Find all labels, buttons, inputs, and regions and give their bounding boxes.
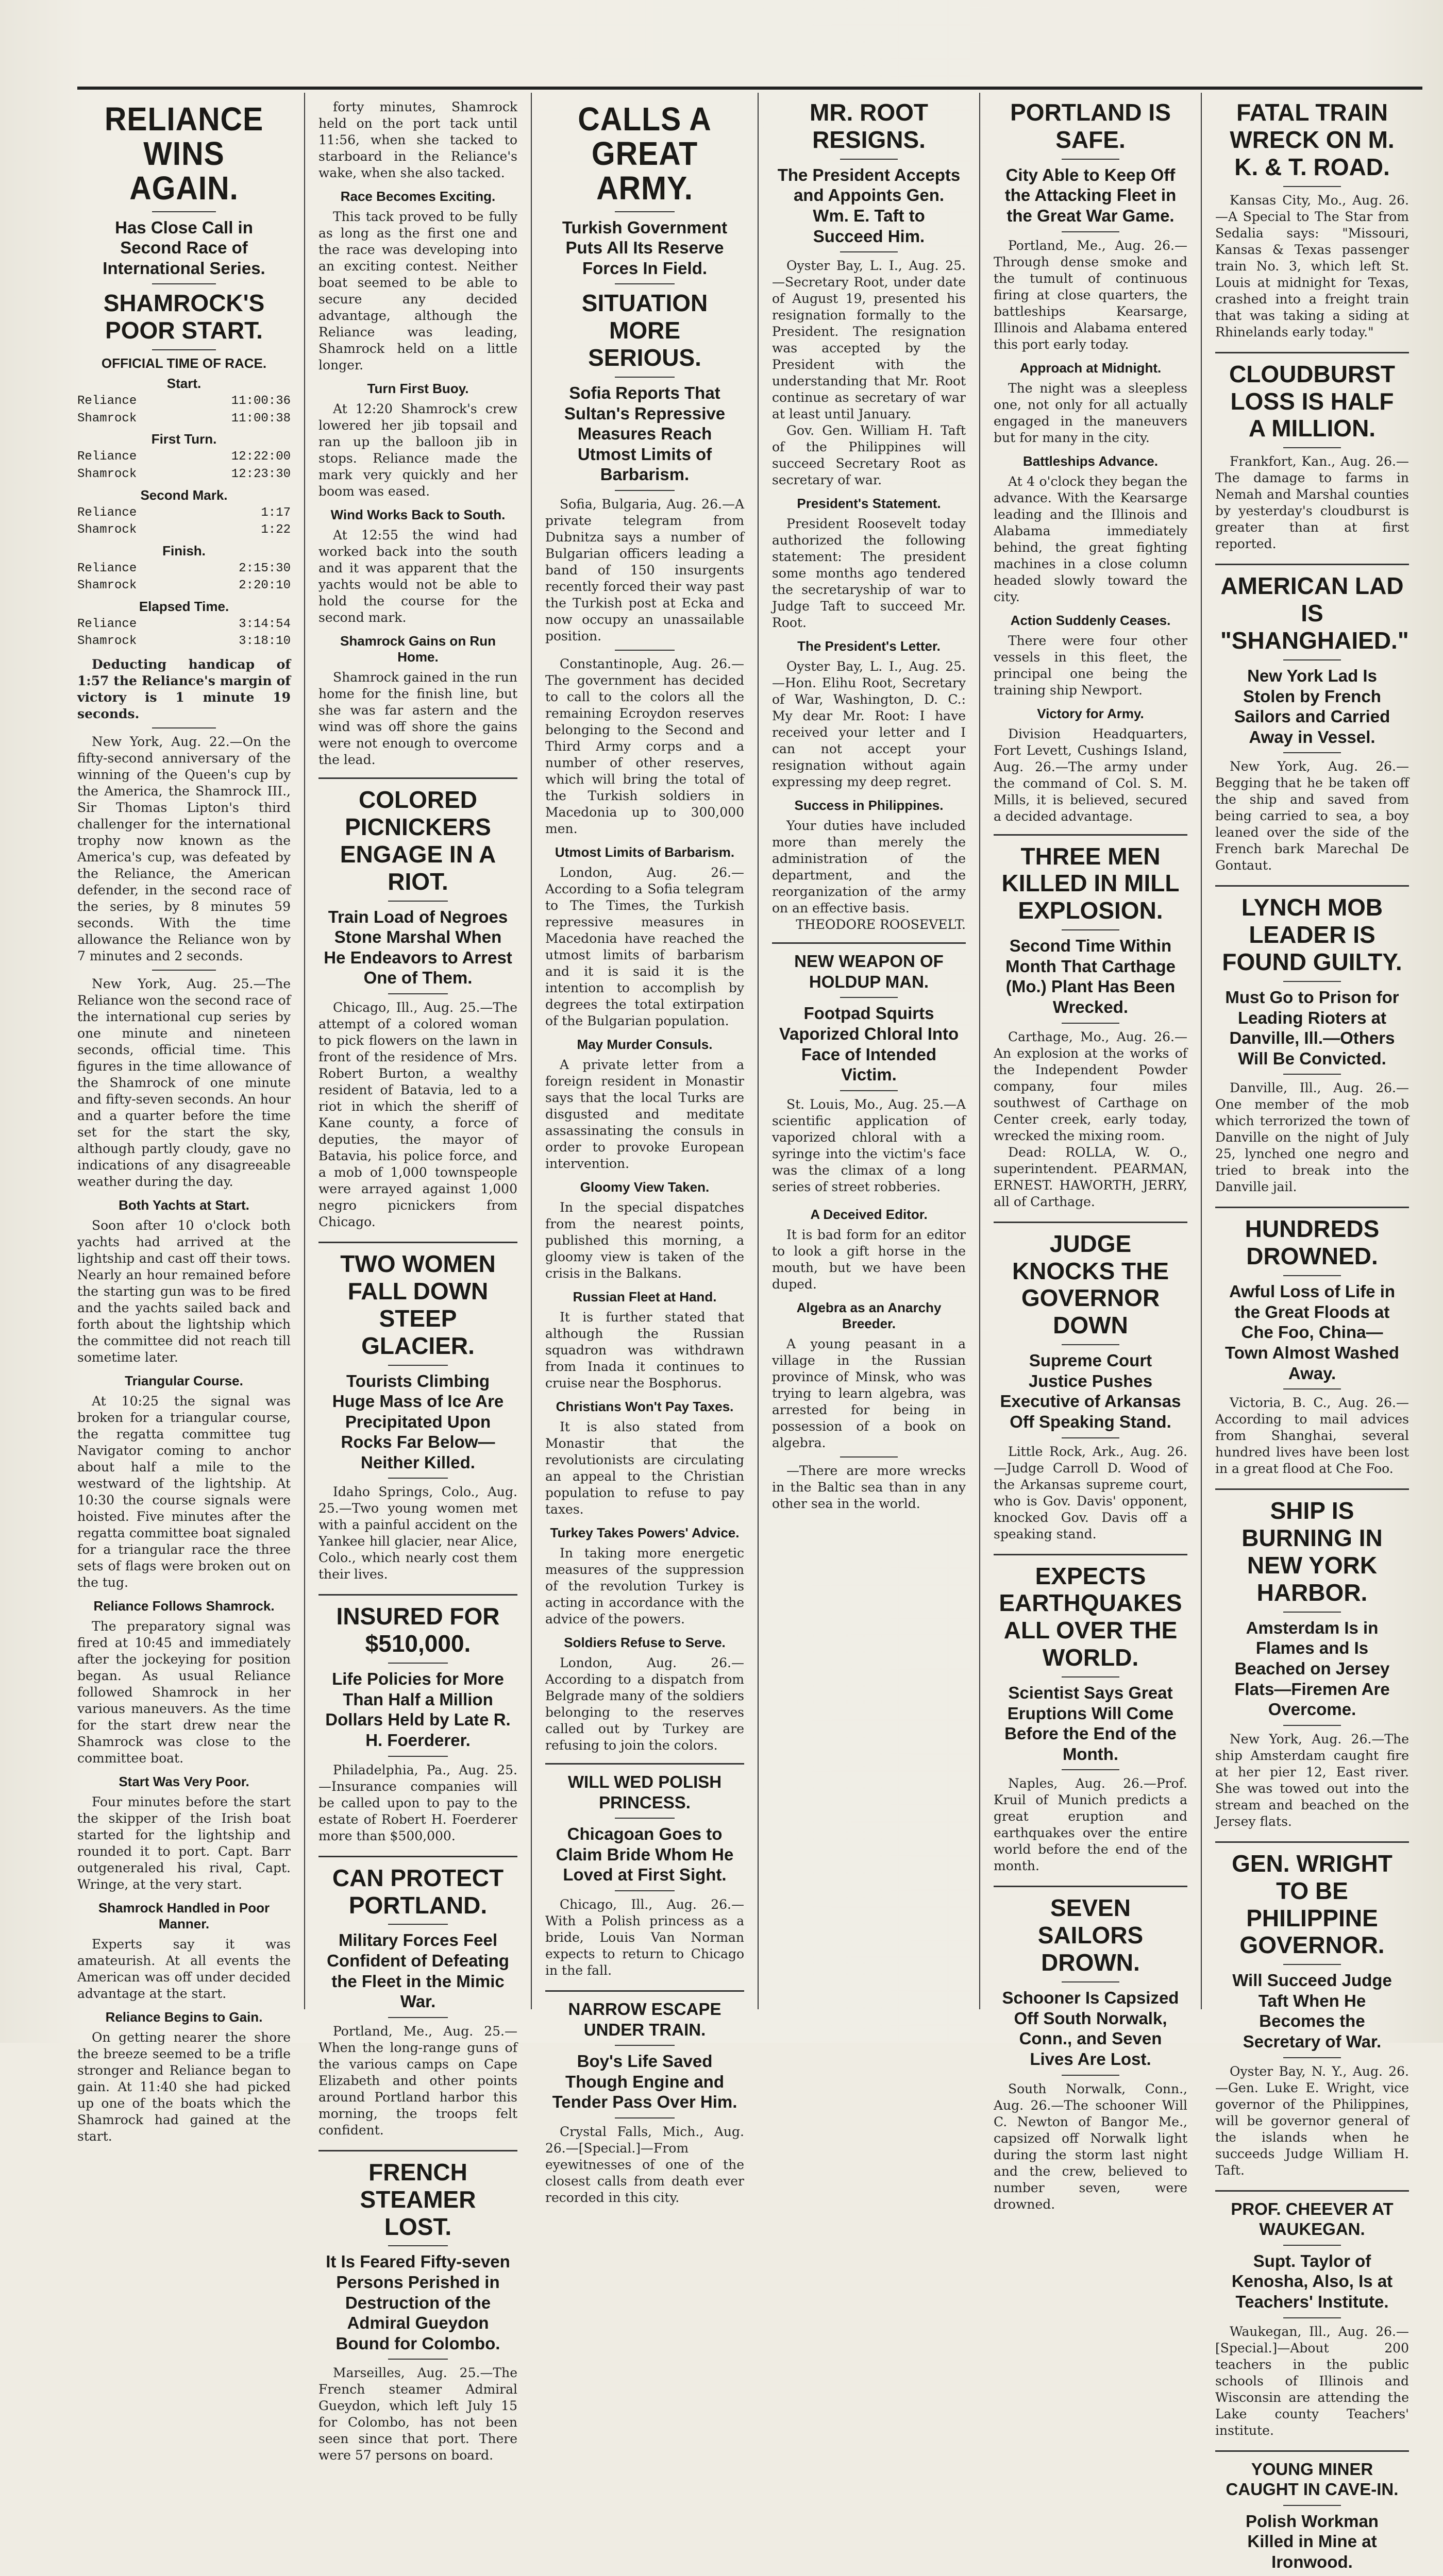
divider xyxy=(545,1990,744,1992)
headline: FRENCH STEAMER LOST. xyxy=(360,2158,476,2240)
divider xyxy=(1062,1023,1120,1024)
divider xyxy=(388,2359,448,2360)
divider xyxy=(1283,1074,1341,1075)
deck: Boy's Life Saved Though Engine and Tender Pass Over Him. xyxy=(552,2052,737,2112)
paragraph: President Roosevelt today authorized the following statement: The president some months ago tendered the secretaryship of war to Judge Taft to succeed Mr. Root. xyxy=(772,516,966,631)
deck: Has Close Call in Second Race of International Series. xyxy=(103,217,265,278)
column-6 xyxy=(1201,93,1422,2571)
deck: Amsterdam Is in Flames and Is Beached on Jersey Flats—Firemen Are Overcome. xyxy=(1234,1618,1390,1719)
divider xyxy=(388,1365,448,1366)
divider xyxy=(1062,231,1120,232)
paragraph: Idaho Springs, Colo., Aug. 25.—Two young women met with a painful accident on the Yankee hill glacier, near Alice, Colo., which nearly cost them their lives. xyxy=(318,1484,517,1582)
divider xyxy=(1215,352,1409,353)
table-row: Reliance 1:17 xyxy=(77,505,291,520)
story-reliance xyxy=(77,102,291,2145)
table-section-label: Second Mark. xyxy=(140,487,228,503)
divider xyxy=(615,283,675,284)
paragraph: New York, Aug. 25.—The Reliance won the second race of the international cup series by one minute and nineteen seconds, official time. This figures in the time allowance of the Shamrock of one minute and fifty-seven seconds. An hour and a quarter before the time set for the start the sky, although partly cloudy, gave no indications of any disagreeable weather during the day. xyxy=(77,976,291,1190)
divider xyxy=(388,2245,448,2246)
divider xyxy=(615,211,675,212)
paragraph: Your duties have included more than merely the administration of the department, and the reorganization of the army on an effective basis. xyxy=(772,818,966,916)
column-2 xyxy=(304,93,531,2463)
paragraph: Carthage, Mo., Aug. 26.—An explosion at the works of the Independent Powder company, four miles southwest of Carthage on Center creek, early today, wrecked the mixing room. xyxy=(994,1029,1187,1143)
divider xyxy=(1283,1275,1341,1276)
paragraph: Oyster Bay, L. I., Aug. 25.—Secretary Root, under date of August 19, presented his resignation formally to the President. The resignation was accepted by the President with the understanding that Mr. Root continue as secretary of war at least until January. xyxy=(772,258,966,422)
headline: INSURED FOR $510,000. xyxy=(336,1603,500,1657)
paragraph: At 10:25 the signal was broken for a triangular course, the regatta committee tug Navigator coming to anchor about half a mile to the westward of the lightship. At 10:30 the course signals were hoisted. Five minutes after the regatta committee boat signaled for a triangular race the three sets of flags were broken out on the tug. xyxy=(77,1394,291,1590)
deck: It Is Feared Fifty-seven Persons Perished in Destruction of the Admiral Gueydon Bound for Colombo. xyxy=(326,2252,510,2353)
divider xyxy=(1283,2505,1341,2506)
headline: FATAL TRAIN WRECK ON M. K. & T. ROAD. xyxy=(1230,99,1395,180)
table-row: Shamrock 1:22 xyxy=(77,523,291,537)
divider xyxy=(615,2045,675,2046)
subhead: Turkey Takes Powers' Advice. xyxy=(550,1524,740,1540)
race-time-table xyxy=(77,355,291,650)
subhead: Algebra as an Anarchy Breeder. xyxy=(796,1299,942,1331)
paragraph: London, Aug. 26.—According to a dispatch from Belgrade many of the soldiers belonging to the reserves called out by Turkey are refusing to join the colors. xyxy=(545,1655,744,1753)
subhead: President's Statement. xyxy=(797,496,941,512)
table-section-label: First Turn. xyxy=(151,431,217,447)
subhead: May Murder Consuls. xyxy=(577,1036,713,1052)
divider xyxy=(318,1594,517,1596)
story-cloudburst xyxy=(1215,361,1409,553)
divider xyxy=(615,2117,675,2119)
story-mill-explosion xyxy=(994,843,1187,1210)
paragraph: In the special dispatches from the nearest points, published this morning, a gloomy view is taken of the crisis in the Balkans. xyxy=(545,1199,744,1281)
story-young-miner xyxy=(1215,2459,1409,2576)
story-french-steamer xyxy=(318,2159,517,2464)
headline: WILL WED POLISH PRINCESS. xyxy=(567,1772,722,1812)
headline: THREE MEN KILLED IN MILL EXPLOSION. xyxy=(1001,842,1180,924)
subhead: Shamrock Handled in Poor Manner. xyxy=(98,1900,270,1932)
table-row: Reliance 2:15:30 xyxy=(77,561,291,575)
divider xyxy=(1215,1841,1409,1843)
divider xyxy=(994,1222,1187,1223)
paragraph: The night was a sleepless one, not only for all actually engaged in the maneuvers but for many in the city. xyxy=(994,380,1187,445)
story-narrow-escape xyxy=(545,1999,744,2206)
divider xyxy=(840,251,898,252)
deck: City Able to Keep Off the Attacking Fleet in the Great War Game. xyxy=(1004,165,1177,225)
story-seven-sailors xyxy=(994,1894,1187,2212)
deck: The President Accepts and Appoints Gen. Wm. E. Taft to Succeed Him. xyxy=(777,165,961,246)
divider xyxy=(388,993,448,994)
subhead: Reliance Follows Shamrock. xyxy=(93,1598,275,1614)
paragraph: Gov. Gen. William H. Taft of the Philippines will succeed Secretary Root as secretary of war. xyxy=(772,423,966,488)
divider xyxy=(994,834,1187,836)
divider xyxy=(772,942,966,944)
deck: New York Lad Is Stolen by French Sailors and Carried Away in Vessel. xyxy=(1234,666,1390,747)
divider xyxy=(152,283,216,284)
paragraph: It is further stated that although the Russian squadron was withdrawn from Inada it continues to cruise near the Bosphorus. xyxy=(545,1309,744,1391)
subhead: Gloomy View Taken. xyxy=(580,1179,710,1195)
paragraph: Marseilles, Aug. 25.—The French steamer Admiral Gueydon, which left July 15 for Colombo, has not been seen since that port. There were 57 persons on board. xyxy=(318,2365,517,2463)
headline: CALLS A GREAT ARMY. xyxy=(578,100,712,207)
deck: Chicagoan Goes to Claim Bride Whom He Loved at First Sight. xyxy=(556,1824,734,1885)
story-shanghaied xyxy=(1215,572,1409,874)
paragraph: New York, Aug. 26.—Begging that he be taken off the ship and saved from being carried to sea, a boy leaned over the side of the French bark Marechal De Gontaut. xyxy=(1215,759,1409,873)
paragraph: Naples, Aug. 26.—Prof. Kruil of Munich predicts a great eruption and earthquakes over the entire world before the end of the month. xyxy=(994,1776,1187,1874)
deck: Schooner Is Capsized Off South Norwalk, Conn., and Seven Lives Are Lost. xyxy=(1002,1988,1179,2069)
story-prof-cheever xyxy=(1215,2199,1409,2439)
divider xyxy=(1215,2450,1409,2452)
paragraph: Experts say it was amateurish. At all events the American was off under decided advantage at the start. xyxy=(77,1937,291,2002)
table-row: Shamrock 2:20:10 xyxy=(77,579,291,593)
subhead: Start Was Very Poor. xyxy=(119,1774,249,1790)
divider xyxy=(840,159,898,160)
headline: CLOUDBURST LOSS IS HALF A MILLION. xyxy=(1229,360,1395,442)
divider xyxy=(840,1090,898,1091)
divider xyxy=(545,1763,744,1765)
divider xyxy=(615,650,675,651)
subhead: Triangular Course. xyxy=(125,1373,243,1389)
subhead: Utmost Limits of Barbarism. xyxy=(555,844,735,860)
paragraph: At 12:55 the wind had worked back into the south and it was apparent that the yachts would not be able to hold the course for the second mark. xyxy=(318,528,517,625)
subhead: A Deceived Editor. xyxy=(810,1206,928,1222)
divider xyxy=(1062,2075,1120,2076)
table-row: Reliance 12:22:00 xyxy=(77,450,291,464)
divider xyxy=(388,1756,448,1757)
deck: Scientist Says Great Eruptions Will Come Before the End of the Month. xyxy=(1004,1683,1177,1764)
headline: NEW WEAPON OF HOLDUP MAN. xyxy=(794,952,944,991)
divider xyxy=(1062,1981,1120,1982)
story-gen-wright xyxy=(1215,1850,1409,2179)
divider xyxy=(1283,1725,1341,1726)
paragraph: Danville, Ill., Aug. 26.—One member of the mob which terrorized the town of Danville on the night of July 25, lynched one negro and tried to break into the Danville jail. xyxy=(1215,1080,1409,1195)
divider xyxy=(1283,2057,1341,2058)
divider xyxy=(318,1242,517,1243)
divider xyxy=(1283,659,1341,660)
story-glacier xyxy=(318,1250,517,1583)
story-picnic-riot xyxy=(318,786,517,1230)
divider xyxy=(615,1890,675,1891)
handicap-note: Deducting handicap of 1:57 the Reliance's margin of victory is 1 minute 19 seconds. xyxy=(77,657,291,722)
divider xyxy=(152,727,216,728)
divider xyxy=(1283,752,1341,753)
paragraph: Shamrock gained in the run home for the finish line, but she was far astern and the wind was off shore the gains were not enough to overcome the lead. xyxy=(318,670,517,767)
divider xyxy=(1062,1769,1120,1770)
table-row: Shamrock 11:00:38 xyxy=(77,411,291,426)
story-hundreds-drowned xyxy=(1215,1215,1409,1477)
paragraph: Philadelphia, Pa., Aug. 25.—Insurance companies will be called upon to pay to the estate of Robert H. Foerderer more than $500,000. xyxy=(318,1762,517,1843)
subhead: Action Suddenly Ceases. xyxy=(1010,612,1171,628)
headline: SHIP IS BURNING IN NEW YORK HARBOR. xyxy=(1241,1497,1383,1606)
headline: COLORED PICNICKERS ENGAGE IN A RIOT. xyxy=(340,786,496,895)
divider xyxy=(152,211,216,212)
divider xyxy=(840,997,898,998)
deck: Life Policies for More Than Half a Million Dollars Held by Late R. H. Foerderer. xyxy=(325,1669,511,1750)
column-1 xyxy=(77,93,304,2144)
divider xyxy=(615,377,675,378)
deck: Must Go to Prison for Leading Rioters at Danville, Ill.—Others Will Be Convicted. xyxy=(1225,988,1399,1068)
divider xyxy=(615,490,675,491)
deck: Polish Workman Killed in Mine at Ironwood. xyxy=(1246,2511,1379,2571)
divider xyxy=(615,1818,675,1819)
headline: EXPECTS EARTHQUAKES ALL OVER THE WORLD. xyxy=(999,1562,1182,1671)
table-section-label: Start. xyxy=(166,376,202,392)
divider xyxy=(994,1886,1187,1887)
subhead: Both Yachts at Start. xyxy=(119,1197,249,1213)
divider xyxy=(1283,1388,1341,1389)
headline: PROF. CHEEVER AT WAUKEGAN. xyxy=(1231,2199,1394,2239)
divider xyxy=(318,1856,517,1857)
paragraph: Little Rock, Ark., Aug. 26.—Judge Carroll D. Wood of the Arkansas supreme court, who is Gov. Davis' opponent, knocked Gov. Davis off a speaking stand. xyxy=(994,1444,1187,1541)
paragraph: Frankfort, Kan., Aug. 26.—The damage to farms in Nemah and Marshal counties by yesterday's cloudburst is greater than at first reported. xyxy=(1215,454,1409,552)
subhead: Victory for Army. xyxy=(1037,705,1144,721)
deck: SITUATION MORE SERIOUS. xyxy=(581,290,708,371)
paragraph: Soon after 10 o'clock both yachts had arrived at the lightship and cast off their tows. Nearly an hour remained before the starting gun was to be fired and the yachts sailed back and forth about the lightship which the committee did not reach till sometime later. xyxy=(77,1218,291,1365)
divider xyxy=(1283,186,1341,187)
headline: HUNDREDS DROWNED. xyxy=(1245,1215,1380,1270)
paragraph: Crystal Falls, Mich., Aug. 26.—[Special.]—From eyewitnesses of one of the closest calls from death ever recorded in this city. xyxy=(545,2124,744,2205)
table-row: Shamrock 12:23:30 xyxy=(77,467,291,481)
subhead: Wind Works Back to South. xyxy=(330,507,506,522)
divider xyxy=(1062,1344,1120,1345)
divider xyxy=(388,901,448,902)
subhead: Shamrock Gains on Run Home. xyxy=(340,633,496,665)
divider xyxy=(1062,1676,1120,1677)
deck: Will Succeed Judge Taft When He Becomes the Secretary of War. xyxy=(1232,1971,1392,2052)
paragraph: Portland, Me., Aug. 25.—When the long-range guns of the various camps on Cape Elizabeth and other points around Portland harbor this morning, the troops felt confident. xyxy=(318,2023,517,2138)
paragraph: At 4 o'clock they began the advance. With the Kearsarge leading and the Illinois and Alabama immediately behind, the great fighting machines in a close column headed slowly toward the city. xyxy=(994,473,1187,604)
subhead: Approach at Midnight. xyxy=(1019,360,1162,376)
paragraph: Kansas City, Mo., Aug. 26.—A Special to The Star from Sedalia says: "Missouri, Kansas & Texas passenger train No. 3, which left St. Louis at midnight for Texas, crashed into a freight train that was taking a siding at Rhinelands early today." xyxy=(1215,192,1409,340)
deck: Train Load of Negroes Stone Marshal When He Endeavors to Arrest One of Them. xyxy=(324,907,512,988)
subhead: Race Becomes Exciting. xyxy=(340,189,496,204)
paragraph: Chicago, Ill., Aug. 26.—With a Polish princess as a bride, Louis Van Norman expects to return to Chicago in the fall. xyxy=(545,1896,744,1978)
divider xyxy=(1283,1964,1341,1965)
paragraph: Oyster Bay, L. I., Aug. 25.—Hon. Elihu Root, Secretary of War, Washington, D. C.: My dear Mr. Root: I have received your letter and I can not accept your resignation without again expressing my deep regret. xyxy=(772,659,966,790)
paragraph: A young peasant in a village in the Russian province of Minsk, who was trying to learn algebra, was arrested for being in possession of a book on algebra. xyxy=(772,1336,966,1450)
newspaper-page xyxy=(77,93,1422,2571)
divider xyxy=(1283,1612,1341,1613)
divider xyxy=(388,1924,448,1925)
headline: SEVEN SAILORS DROWN. xyxy=(1037,1894,1144,1976)
deck: Awful Loss of Life in the Great Floods at Che Foo, China—Town Almost Washed Away. xyxy=(1225,1282,1399,1383)
paragraph: London, Aug. 26.—According to a Sofia telegram to The Times, the Turkish repressive measures in Macedonia have reached the utmost limits of barbarism and it is said it is the intention to accomplish by degrees the total extirpation of the Bulgarian population. xyxy=(545,865,744,1028)
divider xyxy=(1283,447,1341,448)
divider xyxy=(840,1456,898,1458)
divider xyxy=(152,349,216,350)
divider xyxy=(1215,2190,1409,2192)
table-row: Reliance 3:14:54 xyxy=(77,617,291,631)
divider xyxy=(388,2017,448,2018)
headline: JUDGE KNOCKS THE GOVERNOR DOWN xyxy=(1012,1230,1169,1339)
paragraph: The preparatory signal was fired at 10:45 and immediately after the jockeying for position began. As usual Reliance followed Shamrock in her various maneuvers. As the time for the start drew near the Shamrock was close to the committee boat. xyxy=(77,1619,291,1766)
headline: CAN PROTECT PORTLAND. xyxy=(332,1864,504,1919)
subhead: Russian Fleet at Hand. xyxy=(573,1289,717,1304)
deck: Footpad Squirts Vaporized Chloral Into Face of Intended Victim. xyxy=(779,1004,959,1084)
divider xyxy=(318,777,517,779)
subhead: Turn First Buoy. xyxy=(367,381,469,396)
divider xyxy=(152,970,216,971)
divider xyxy=(388,1478,448,1479)
subhead: Soldiers Refuse to Serve. xyxy=(564,1634,726,1650)
deck: Tourists Climbing Huge Mass of Ice Are Precipitated Upon Rocks Far Below—Neither Killed. xyxy=(332,1371,504,1472)
paragraph: Victoria, B. C., Aug. 26.—According to mail advices from Shanghai, several hundred lives have been lost in a great flood at Che Foo. xyxy=(1215,1395,1409,1477)
signature: THEODORE ROOSEVELT. xyxy=(796,917,966,933)
table-section-label: Finish. xyxy=(162,543,206,558)
divider xyxy=(1062,1437,1120,1438)
headline: RELIANCE WINS AGAIN. xyxy=(104,100,264,207)
subhead: The President's Letter. xyxy=(797,638,941,654)
top-rule xyxy=(77,87,1422,90)
headline: AMERICAN LAD IS "SHANGHAIED." xyxy=(1220,572,1409,654)
deck: Supt. Taylor of Kenosha, Also, Is at Teachers' Institute. xyxy=(1231,2251,1393,2312)
headline: NARROW ESCAPE UNDER TRAIN. xyxy=(568,1999,722,2039)
subhead: Battleships Advance. xyxy=(1022,453,1158,469)
story-lynch-mob xyxy=(1215,894,1409,1195)
story-holdup xyxy=(772,951,966,1195)
table-row: Shamrock 3:18:10 xyxy=(77,634,291,649)
divider xyxy=(1215,1207,1409,1208)
headline: PORTLAND IS SAFE. xyxy=(1010,99,1171,153)
headline: LYNCH MOB LEADER IS FOUND GUILTY. xyxy=(1222,894,1402,976)
divider xyxy=(1062,929,1120,930)
paragraph: Constantinople, Aug. 26.—The government has decided to call to the colors all the remaining Ecroydon reserves belonging to the Second and Third Army corps and a number of other reserves, which will bring the total of the Turkish soldiers in Macedonia up to 300,000 men. xyxy=(545,656,744,836)
paragraph: New York, Aug. 26.—The ship Amsterdam caught fire at her pier 12, East river. She was towed out into the stream and beached on the Jersey flats. xyxy=(1215,1731,1409,1829)
divider xyxy=(1215,564,1409,565)
headline: GEN. WRIGHT TO BE PHILIPPINE GOVERNOR. xyxy=(1232,1850,1392,1959)
column-5 xyxy=(979,93,1201,2212)
paragraph: In taking more energetic measures of the suppression of the revolution Turkey is acting in accordance with the advice of the powers. xyxy=(545,1545,744,1626)
paragraph: It is also stated from Monastir that the revolutionists are circulating an appeal to the Christian population to refuse to pay taxes. xyxy=(545,1419,744,1517)
story-ship-burning xyxy=(1215,1497,1409,1830)
paragraph: A private letter from a foreign resident in Monastir says that the local Turks are disgusted and meditate assassinating the consuls in order to provoke European intervention. xyxy=(545,1057,744,1171)
table-title: OFFICIAL TIME OF RACE. xyxy=(101,355,267,371)
paragraph: Oyster Bay, N. Y., Aug. 26.—Gen. Luke E. Wright, vice governor of the Philippines, will be governor general of the islands when he succeeds Judge William H. Taft. xyxy=(1215,2063,1409,2178)
story-protect-portland xyxy=(318,1865,517,2139)
divider xyxy=(1215,885,1409,887)
paragraph: Waukegan, Ill., Aug. 26.—[Special.]—About 200 teachers in the public schools of Illinois and Wisconsin are attending the Lake county Teachers' institute. xyxy=(1215,2324,1409,2438)
paragraph: —There are more wrecks in the Baltic sea than in any other sea in the world. xyxy=(772,1463,966,1511)
divider xyxy=(1283,2317,1341,2318)
story-train-wreck xyxy=(1215,99,1409,341)
story-polish-princess xyxy=(545,1772,744,1979)
paragraph: Dead: ROLLA, W. O., superintendent. PEARMAN, ERNEST. HAWORTH, JERRY, all of Carthage. xyxy=(994,1144,1187,1209)
subhead: Christians Won't Pay Taxes. xyxy=(556,1398,734,1414)
paragraph: Chicago, Ill., Aug. 25.—The attempt of a colored woman to pick flowers on the lawn in front of the residence of Mrs. Robert Burton, a wealthy resident of Batavia, led to a riot in which the sheriff of Kane county, a force of deputies, the mayor of Batavia, his police force, and a mob of 1,000 townspeople were arrayed against 1,000 negro picnickers from Chicago. xyxy=(318,999,517,1229)
divider xyxy=(1283,2245,1341,2246)
story-judge xyxy=(994,1230,1187,1543)
deck: SHAMROCK'S POOR START. xyxy=(103,290,265,344)
paragraph: Sofia, Bulgaria, Aug. 26.—A private telegram from Dubnitza says a number of Bulgarian officers leading a band of 150 insurgents recently forced their way past the Turkish post at Ecka and now occupy an unassailable position. xyxy=(545,496,744,643)
divider xyxy=(994,1554,1187,1555)
divider xyxy=(1062,159,1120,160)
paragraph: Division Headquarters, Fort Levett, Cushings Island, Aug. 26.—The army under the command of Col. S. M. Mills, it is believed, secured a decided advantage. xyxy=(994,726,1187,824)
paragraph: forty minutes, Shamrock held on the port tack until 11:56, when she tacked to starboard in the Reliance's wake, when she also tacked. xyxy=(318,99,517,180)
table-row: Reliance 11:00:36 xyxy=(77,394,291,409)
divider xyxy=(388,1663,448,1664)
paragraph: This tack proved to be fully as long as the first one and the race was developing into an exciting contest. Neither boat seemed to be able to secure any decided advantage, although the Reliance was leading, Shamrock held on a little longer. xyxy=(318,209,517,372)
deck: Second Time Within Month That Carthage (Mo.) Plant Has Been Wrecked. xyxy=(1005,936,1176,1017)
divider xyxy=(1215,1488,1409,1490)
paragraph: At 12:20 Shamrock's crew lowered her jib topsail and ran up the balloon jib in stops. Reliance made the mark very quickly and her boom was eased. xyxy=(318,401,517,499)
headline: TWO WOMEN FALL DOWN STEEP GLACIER. xyxy=(340,1250,496,1359)
divider xyxy=(1283,981,1341,982)
column-4 xyxy=(758,93,979,2009)
table-section-label: Elapsed Time. xyxy=(139,598,229,614)
divider xyxy=(318,2150,517,2151)
deck: Supreme Court Justice Pushes Executive of Arkansas Off Speaking Stand. xyxy=(1000,1351,1181,1431)
paragraph: New York, Aug. 22.—On the fifty-second anniversary of the winning of the Queen's cup by the America, the Shamrock III., Sir Thomas Lipton's third challenger for the international trophy now known as the America's cup, was defeated by the Reliance, the American defender, in the second race of the series, by 8 minutes 59 seconds. With the time allowance the Reliance won by 7 minutes and 2 seconds. xyxy=(77,734,291,964)
deck: Sofia Reports That Sultan's Repressive Measures Reach Utmost Limits of Barbarism. xyxy=(564,383,726,484)
subhead: Reliance Begins to Gain. xyxy=(105,2009,263,2025)
paragraph: On getting nearer the shore the breeze seemed to be a trifle stronger and Reliance began to gain. At 11:40 she had picked up one of the boats which the Shamrock had gained at the start. xyxy=(77,2030,291,2144)
deck: Turkish Government Puts All Its Reserve Forces In Field. xyxy=(562,217,728,278)
paragraph: St. Louis, Mo., Aug. 25.—A scientific application of vaporized chloral with a syringe into the victim's face was the climax of a long series of street robberies. xyxy=(772,1096,966,1194)
story-earthquakes xyxy=(994,1563,1187,1875)
subhead: Success in Philippines. xyxy=(794,798,944,814)
paragraph: Four minutes before the start the skipper of the Irish boat started for the lightship and rounded it to port. Capt. Barr outgeneraled his rival, Capt. Wringe, at the very start. xyxy=(77,1794,291,1892)
headline: MR. ROOT RESIGNS. xyxy=(810,99,928,153)
headline: YOUNG MINER CAUGHT IN CAVE-IN. xyxy=(1226,2459,1399,2499)
column-3 xyxy=(531,93,758,2205)
paragraph: South Norwalk, Conn., Aug. 26.—The schooner Will C. Newton of Bangor Me., capsized off Norwalk light during the storm last night and the crew, believed to number seven, were drowned. xyxy=(994,2081,1187,2212)
story-insured xyxy=(318,1603,517,1844)
paragraph: There were four other vessels in this fleet, the principal one being the training ship Newport. xyxy=(994,633,1187,698)
paragraph: Portland, Me., Aug. 26.—Through dense smoke and the tumult of continuous firing at close quarters, the battleships Kearsarge, Illinois and Alabama entered this port early today. xyxy=(994,238,1187,352)
paragraph: It is bad form for an editor to look a gift horse in the mouth, but we have been duped. xyxy=(772,1227,966,1292)
deck: Military Forces Feel Confident of Defeating the Fleet in the Mimic War. xyxy=(327,1930,509,2011)
